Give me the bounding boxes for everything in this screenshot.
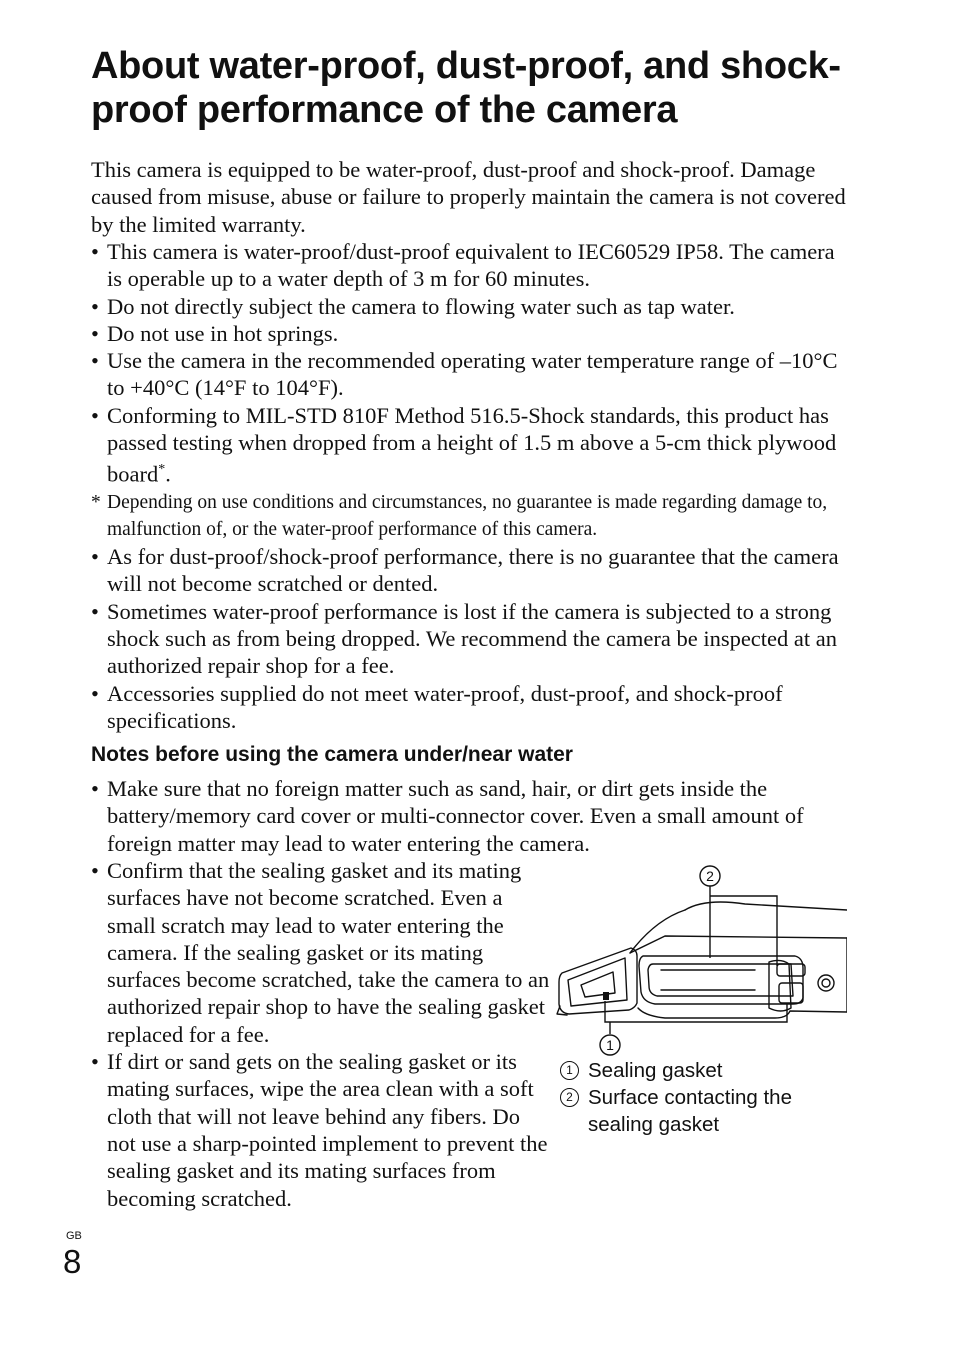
notes-list-narrow bbox=[91, 857, 551, 1212]
camera-gasket-illustration bbox=[555, 858, 847, 1063]
footnote: * Depending on use conditions and circumstances, no guarantee is made regarding damage to, malfunction of, or the water-proof performance of this camera. bbox=[91, 492, 828, 541]
list-item: • Make sure that no foreign matter such as sand, hair, or dirt gets inside the battery/memory card cover or multi-connector cover. Even a small amount of foreign matter may lead to water entering the camera. bbox=[91, 775, 851, 857]
list-item: • Use the camera in the recommended operating water temperature range of –10°C to +40°C (14°F to 104°F). bbox=[91, 347, 851, 402]
language-code: GB bbox=[66, 1230, 82, 1242]
intro-paragraph: This camera is equipped to be water-proof, dust-proof and shock-proof. Damage caused from misuse, abuse or failure to properly maintain the camera is not covered by the limited warranty. bbox=[91, 157, 846, 237]
page-title: About water-proof, dust-proof, and shock-proof performance of the camera bbox=[91, 45, 841, 131]
list-item: • Do not use in hot springs. bbox=[91, 320, 851, 347]
list-item: • Accessories supplied do not meet water-proof, dust-proof, and shock-proof specifications. bbox=[91, 680, 851, 735]
page-number: 8 bbox=[63, 1243, 82, 1280]
list-item: • This camera is water-proof/dust-proof equivalent to IEC60529 IP58. The camera is operable up to a water depth of 3 m for 60 minutes. bbox=[91, 238, 851, 293]
list-item: • Sometimes water-proof performance is lost if the camera is subjected to a strong shock such as from being dropped. We recommend the camera be inspected at an authorized repair shop for a fee. bbox=[91, 598, 851, 680]
list-item: • If dirt or sand gets on the sealing gasket or its mating surfaces, wipe the area clean with a soft cloth that will not leave behind any fibers. Do not use a sharp-pointed implement to prevent the sealing gasket and its mating surfaces from becoming scratched. bbox=[91, 1048, 551, 1212]
figure-captions bbox=[560, 1057, 850, 1138]
callout-1-marker: 1 bbox=[560, 1061, 579, 1080]
caption-1: 1 Sealing gasket bbox=[560, 1057, 850, 1084]
list-item: • Do not directly subject the camera to flowing water such as tap water. bbox=[91, 293, 851, 320]
notes-list-wide bbox=[91, 775, 851, 857]
callout-2-marker: 2 bbox=[560, 1088, 579, 1107]
callout-1-label: 1 bbox=[606, 1037, 614, 1053]
list-item: • As for dust-proof/shock-proof performance, there is no guarantee that the camera will not become scratched or dented. bbox=[91, 543, 851, 598]
callout-2-label: 2 bbox=[706, 868, 714, 884]
footnote-marker: * bbox=[158, 462, 166, 478]
list-item: • Conforming to MIL-STD 810F Method 516.5-Shock standards, this product has passed testing when dropped from a height of 1.5 m above a 5-cm thick plywood board*. * Depending on use conditions and circumstances, no guarantee is made regarding damage to, malfunction of, or the water-proof performance of this camera. bbox=[91, 402, 851, 543]
caption-2: 2 Surface contacting the sealing gasket bbox=[560, 1084, 850, 1138]
performance-bullet-list bbox=[91, 238, 851, 734]
notes-heading: Notes before using the camera under/near water bbox=[91, 743, 573, 766]
list-item: • Confirm that the sealing gasket and its mating surfaces have not become scratched. Even a small scratch may lead to water entering the camera. If the sealing gasket or its mating surfaces become scratched, take the camera to an authorized repair shop to have the sealing gasket replaced for a fee. bbox=[91, 857, 551, 1048]
